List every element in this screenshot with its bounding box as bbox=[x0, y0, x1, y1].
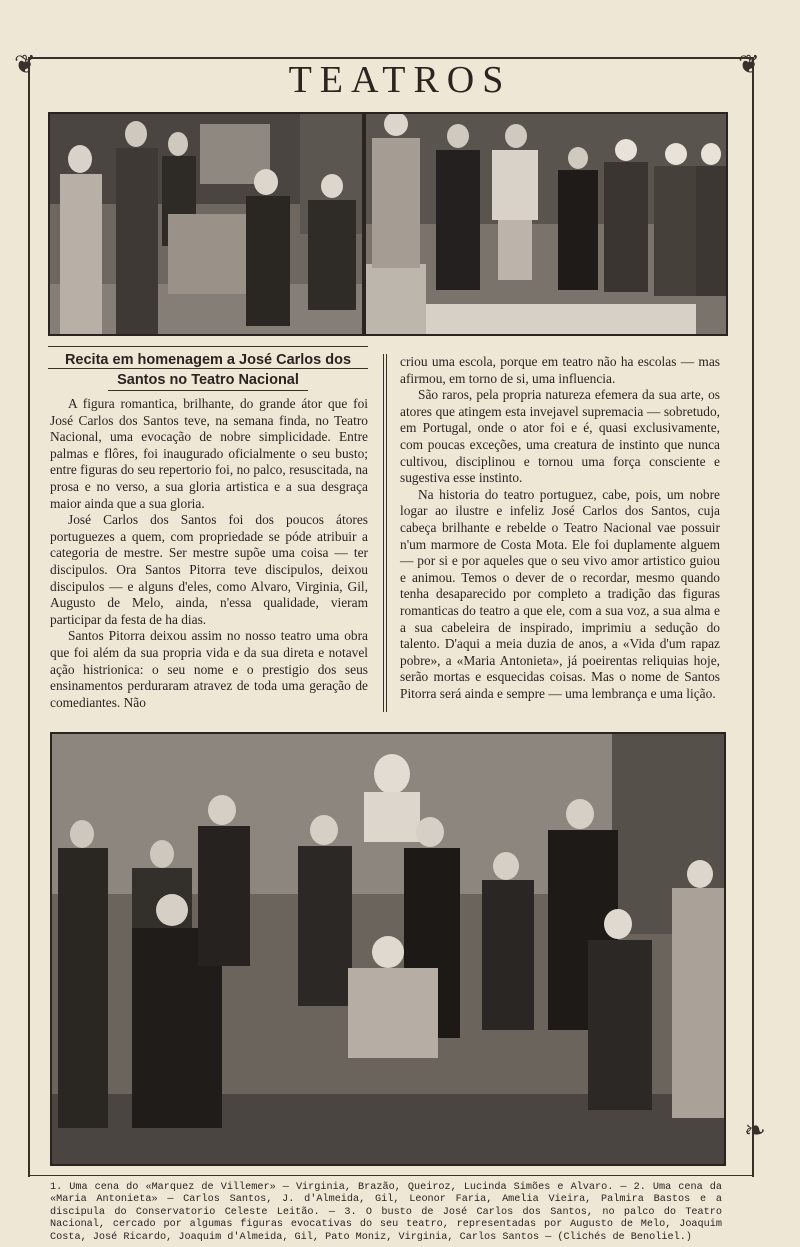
corner-ornament-icon: ❦ bbox=[738, 50, 760, 79]
photo-bust-ceremony bbox=[50, 732, 726, 1166]
frame-right bbox=[752, 57, 754, 1177]
headline-rule-top bbox=[48, 346, 368, 347]
photo-caption: 1. Uma cena do «Marquez de Villemer» — Virginia, Brazão, Queiroz, Lucinda Simões e Alvaro. — 2. Uma cena da «Maria Antonieta» — Carlos Santos, J. d'Almeida, Gil, Leonor Faria, Amelia Vieira, Palmira Bastos e a discipula do Conservatorio Celeste Leitão. — 3. O busto de José Carlos dos Santos, no palco do Teatro Nacional, cercado por algumas figuras evocativas do seu teatro, representadas por Augusto de Melo, Joaquim Costa, José Ricardo, Joaquim d'Almeida, Gil, Pato Moniz, Virginia, Carlos Santos — (Clichés de Benoliel.) bbox=[50, 1182, 722, 1243]
headline-underline bbox=[48, 368, 368, 369]
photo-scene-marquez bbox=[48, 112, 364, 336]
headline-line-1: Recita em homenagem a José Carlos dos bbox=[64, 352, 352, 368]
photo-scene-maria-antonieta bbox=[364, 112, 728, 336]
paragraph: José Carlos dos Santos foi dos poucos átores portuguezes a quem, com propriedade se póde atribuir a categoria de mestre. Ser mestre supõe uma coisa — ter discipulos. Ora Santos Pitorra teve discipulos, deixou discipulos — e alguns d'eles, como Alvaro, Virginia, Gil, Augusto de Melo, ainda, n'essa qualidade, vieram participar da festa de ha dias. bbox=[50, 512, 368, 627]
headline-underline-2 bbox=[108, 390, 308, 391]
frame-bottom bbox=[28, 1175, 754, 1176]
article-column-left bbox=[50, 396, 368, 711]
corner-ornament-icon: ❧ bbox=[744, 1116, 766, 1145]
paragraph: Na historia do teatro portuguez, cabe, pois, um nobre logar ao ilustre e infeliz José Carlos dos Santos, cuja cabeça brilhante e rebelde o Teatro Nacional vae possuir n'um marmore de Costa Mota. Ele foi duplamente alguem — por si e por aqueles que o seu vivo amor artistico guiou e animou. Temos o dever de o recordar, mesmo quando tenha desaparecido por completo a tradição das figuras romanticas do teatro a que ele, com a sua voz, a sua alma e a sua cabeleira de inspirado, imprimiu a sedução do talento. D'aqui a meia duzia de anos, a «Vida d'um rapaz pobre», a «Maria Antonieta», já poeirentas reliquias hoje, serão mortas e esquecidas coisas. Mas o nome de Santos Pitorra será ainda e sempre — uma lembrança e uma lição. bbox=[400, 486, 720, 701]
paragraph: Santos Pitorra deixou assim no nosso teatro uma obra que foi além da sua propria vida e da sua direta e notavel ação histrionica: o seu nome e o prestigio dos seus ensinamentos perduraram atravez de toda uma geração de comediantes. Não bbox=[50, 628, 368, 710]
paragraph: São raros, pela propria natureza efemera da sua arte, os atores que atingem esta invejavel supremacia — sobretudo, em Portugal, onde o ator foi e é, quasi exclusivamente, com poucas exceções, uma creatura de instinto que nunca cultivou, disciplinou e tornou uma força consciente e sugestiva esse instinto. bbox=[400, 387, 720, 486]
headline-line-2: Santos no Teatro Nacional bbox=[117, 372, 299, 388]
column-divider bbox=[383, 354, 384, 712]
frame-left bbox=[28, 57, 30, 1177]
page-title: TEATROS bbox=[288, 59, 512, 101]
corner-ornament-icon: ❦ bbox=[14, 50, 36, 79]
paragraph: criou uma escola, porque em teatro não ha escolas — mas afirmou, em torno de si, uma influencia. bbox=[400, 354, 720, 386]
article-column-right bbox=[400, 354, 720, 702]
article-headline bbox=[48, 350, 368, 390]
column-divider bbox=[386, 354, 387, 712]
paragraph: A figura romantica, brilhante, do grande átor que foi José Carlos dos Santos teve, na semana finda, no Teatro Nacional, uma evocação de nobre simplicidade. Entre palmas e flôres, foi inaugurado oficialmente o seu busto; entre figuras do seu repertorio foi, no palco, resuscitada, na prosa e no verso, a sua gloria artistica e a sua desgraça maior ainda que a sua gloria. bbox=[50, 396, 368, 511]
